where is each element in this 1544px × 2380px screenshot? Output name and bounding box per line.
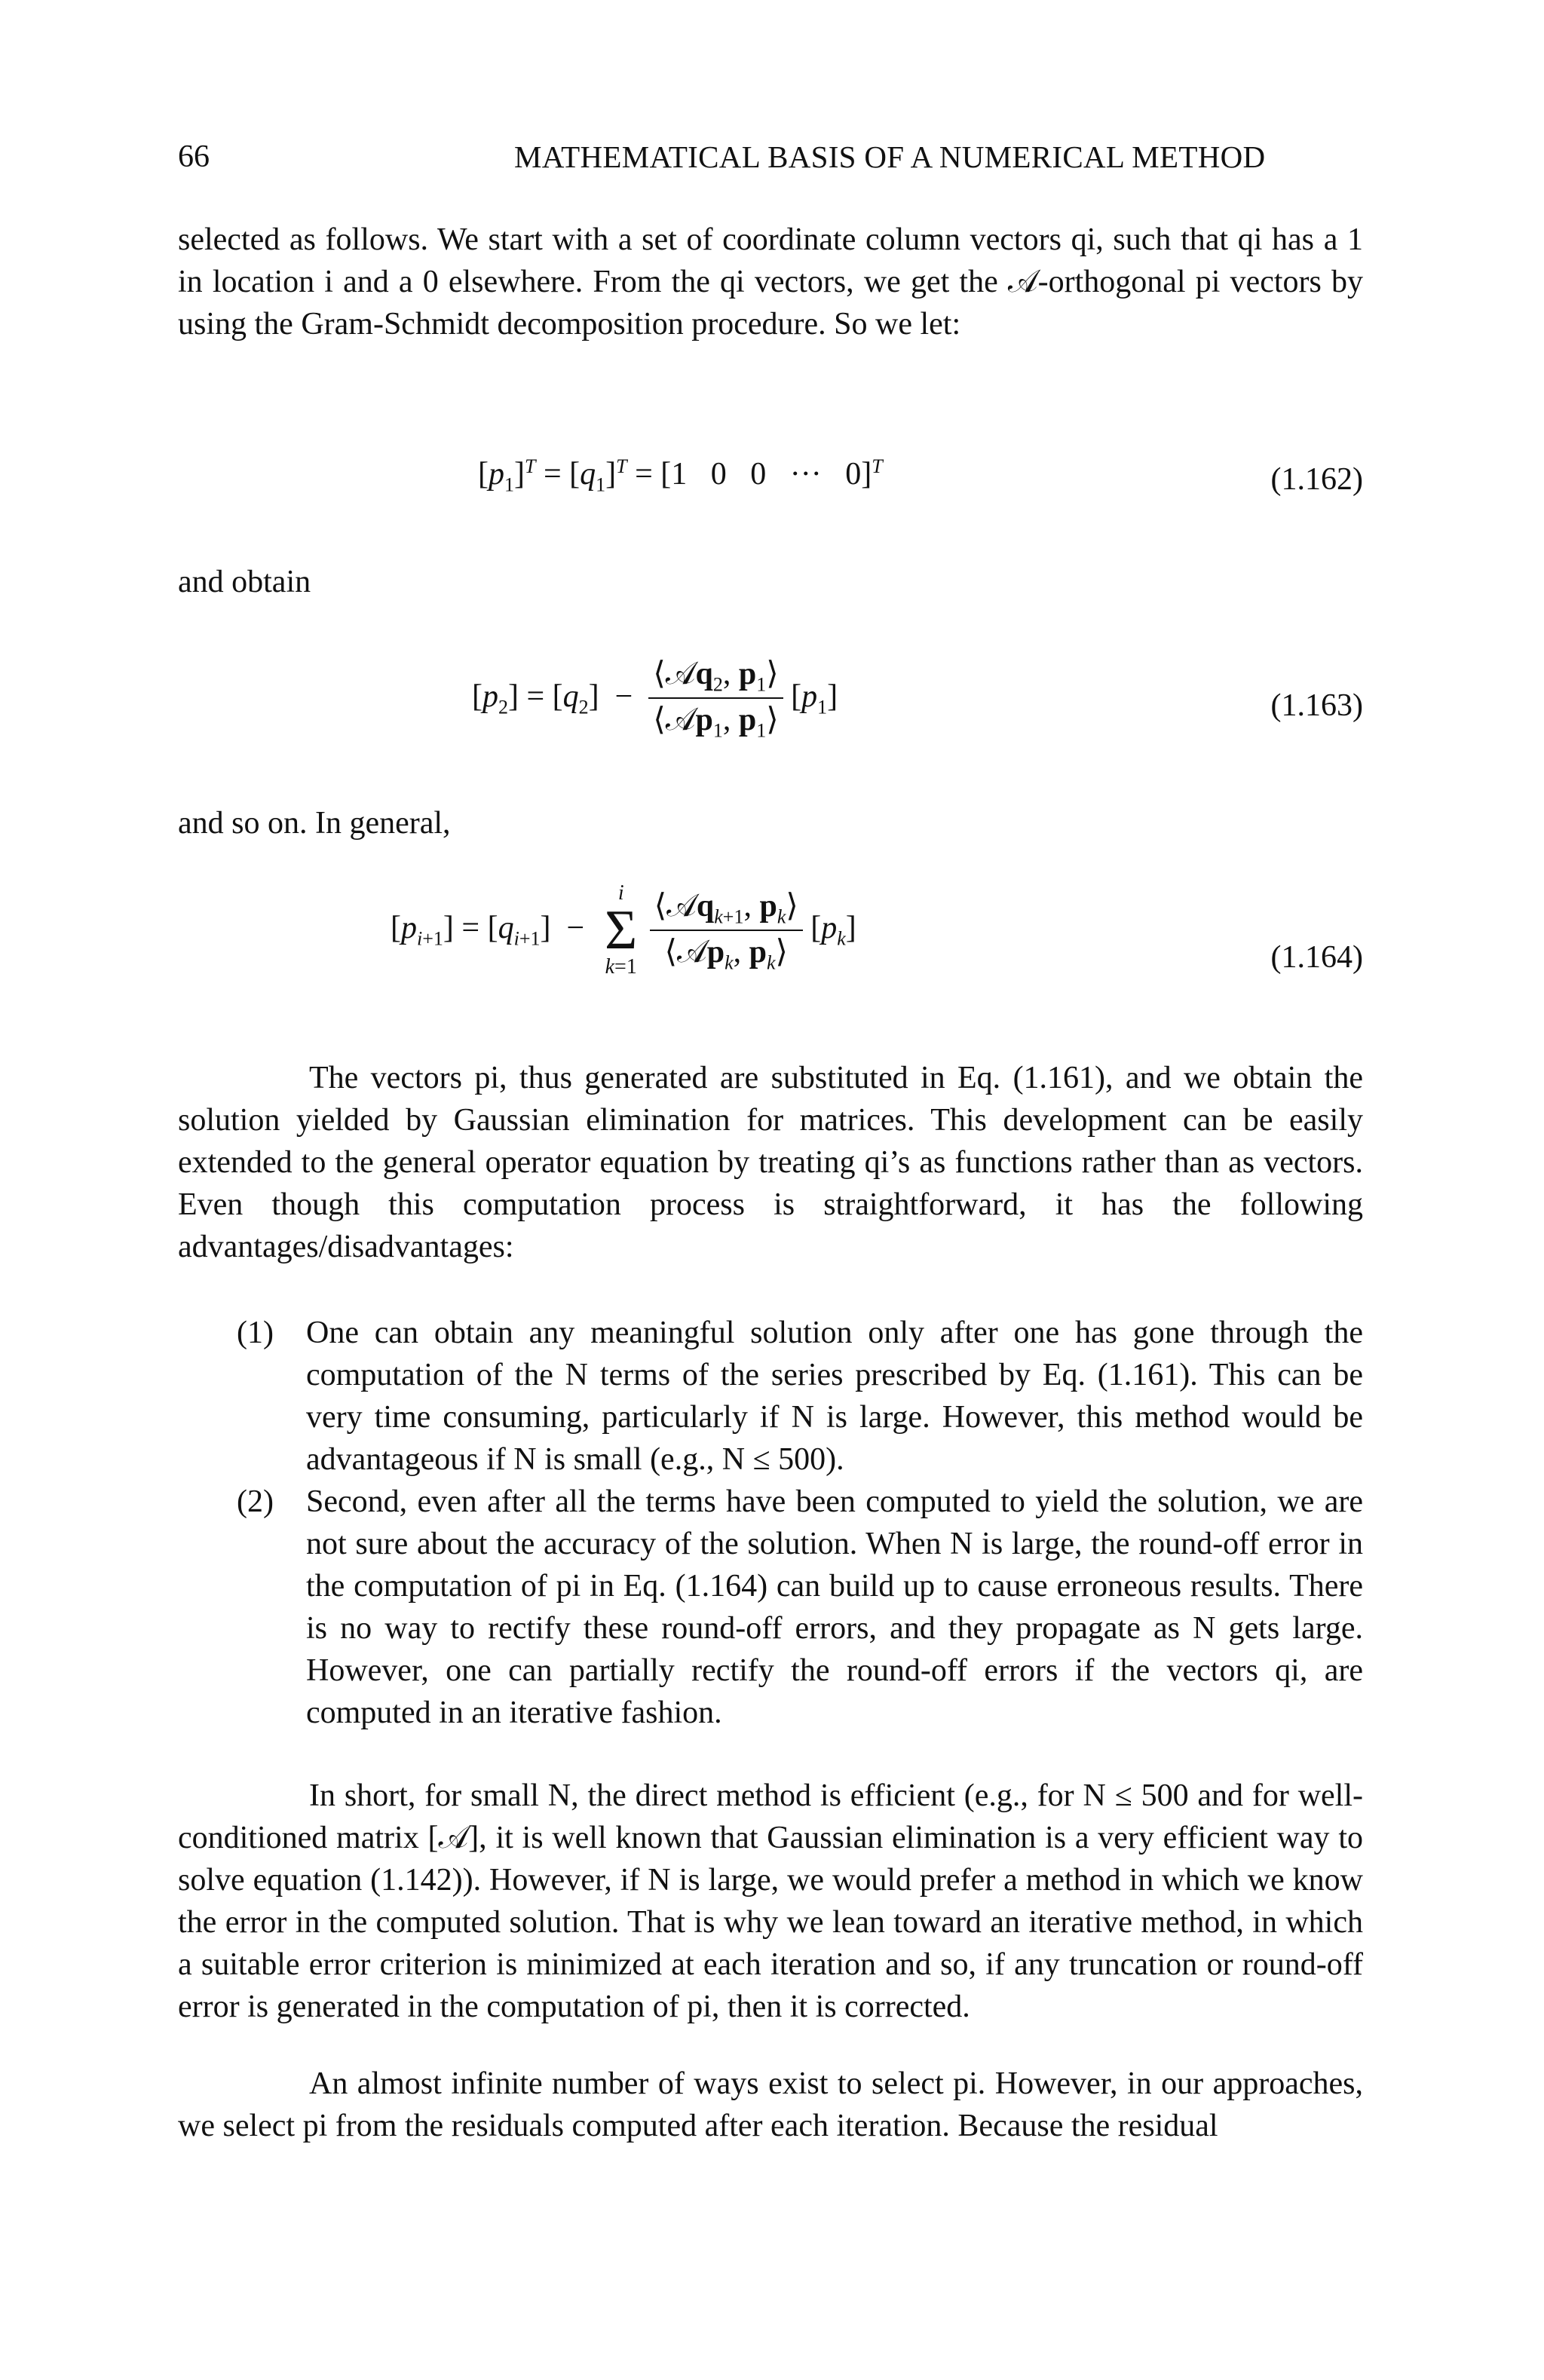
equation-1-162: $[p_1]^T = [q_1]^T = [1$ 0 0 ··· 0]$^T$ [478, 455, 883, 496]
paragraph-intro-text: selected as follows. We start with a set of coordinate column vectors qi, such that qi has a 1 in location i and a 0 elsewhere. From the qi vectors, we get the 𝒜-orthogonal pi vectors by using the Gram-Schmidt decomposition procedure. So we let: [178, 222, 1363, 342]
list-marker: (1) [237, 1316, 274, 1350]
running-title: MATHEMATICAL BASIS OF A NUMERICAL METHOD [514, 139, 1266, 174]
summation-symbol: i Σ k=1 [605, 881, 638, 979]
equation-1-164: $[p_{i+1}] = [q_{i+1}]$ − i Σ k=1 $\frac{⟨𝒜q_{k+1}, p_k⟩}{⟨𝒜p_k, p_k⟩}$ $[p_k]$ [391, 881, 856, 979]
list-item [178, 1312, 1363, 1481]
paragraph-select [178, 2063, 1363, 2147]
paragraph-in-short [178, 1775, 1363, 2028]
paragraph-select-text: An almost infinite number of ways exist to select pi. However, in our approaches, we select pi from the residuals computed after each iteration. Because the residual [178, 2066, 1363, 2143]
fraction-1-163: $\frac{⟨𝒜q_2, p_1⟩}{⟨𝒜p_1, p_1⟩}$ [648, 654, 783, 743]
paragraph-vectors [178, 1057, 1363, 1268]
paragraph-intro [178, 219, 1363, 345]
list-marker: (2) [237, 1484, 274, 1519]
fraction-1-164: $\frac{⟨𝒜q_{k+1}, p_k⟩}{⟨𝒜p_k, p_k⟩}$ [650, 887, 803, 975]
page-number: 66 [178, 139, 210, 174]
and-obtain-text: and obtain [178, 565, 311, 599]
list-item-text: Second, even after all the terms have been computed to yield the solution, we are not sure about the accuracy of the solution. When N is large, the round-off error in the computation of pi in Eq. (1.164) can build up to cause erroneous results. There is no way to rectify these round-off errors, and they propagate as N gets large. However, one can partially rectify the round-off errors if the vectors qi, are computed in an iterative fashion. [306, 1484, 1363, 1730]
and-so-on-text: and so on. In general, [178, 806, 451, 841]
paragraph-in-short-text: In short, for small N, the direct method is efficient (e.g., for N ≤ 500 and for well-conditioned matrix [𝒜], it is well known that Gaussian elimination is a very efficient way to solve equation (1.142)). However, if N is large, we would prefer a method in which we know the error in the computed solution. That is why we lean toward an iterative method, in which a suitable error criterion is minimized at each iteration and so, if any truncation or round-off error is generated in the computation of pi, then it is corrected. [178, 1778, 1363, 2024]
list-item-text: One can obtain any meaningful solution only after one has gone through the computation of the N terms of the series prescribed by Eq. (1.161). This can be very time consuming, particularly if N is large. However, this method would be advantageous if N is small (e.g., N ≤ 500). [306, 1316, 1363, 1477]
advantages-list [178, 1312, 1363, 1734]
equation-number-1-164: (1.164) [1270, 940, 1363, 975]
equation-1-163: $[p_2] = [q_2]$ − $\frac{⟨𝒜q_2, p_1⟩}{⟨𝒜p_1, p_1⟩}$ $[p_1]$ [472, 654, 838, 743]
list-item [178, 1481, 1363, 1734]
equation-number-1-163: (1.163) [1270, 688, 1363, 723]
paragraph-vectors-text: The vectors pi, thus generated are substituted in Eq. (1.161), and we obtain the solution yielded by Gaussian elimination for matrices. This development can be easily extended to the general operator equation by treating qi’s as functions rather than as vectors. Even though this computation process is straightforward, it has the following advantages/disadvantages: [178, 1061, 1363, 1264]
equation-number-1-162: (1.162) [1270, 462, 1363, 497]
